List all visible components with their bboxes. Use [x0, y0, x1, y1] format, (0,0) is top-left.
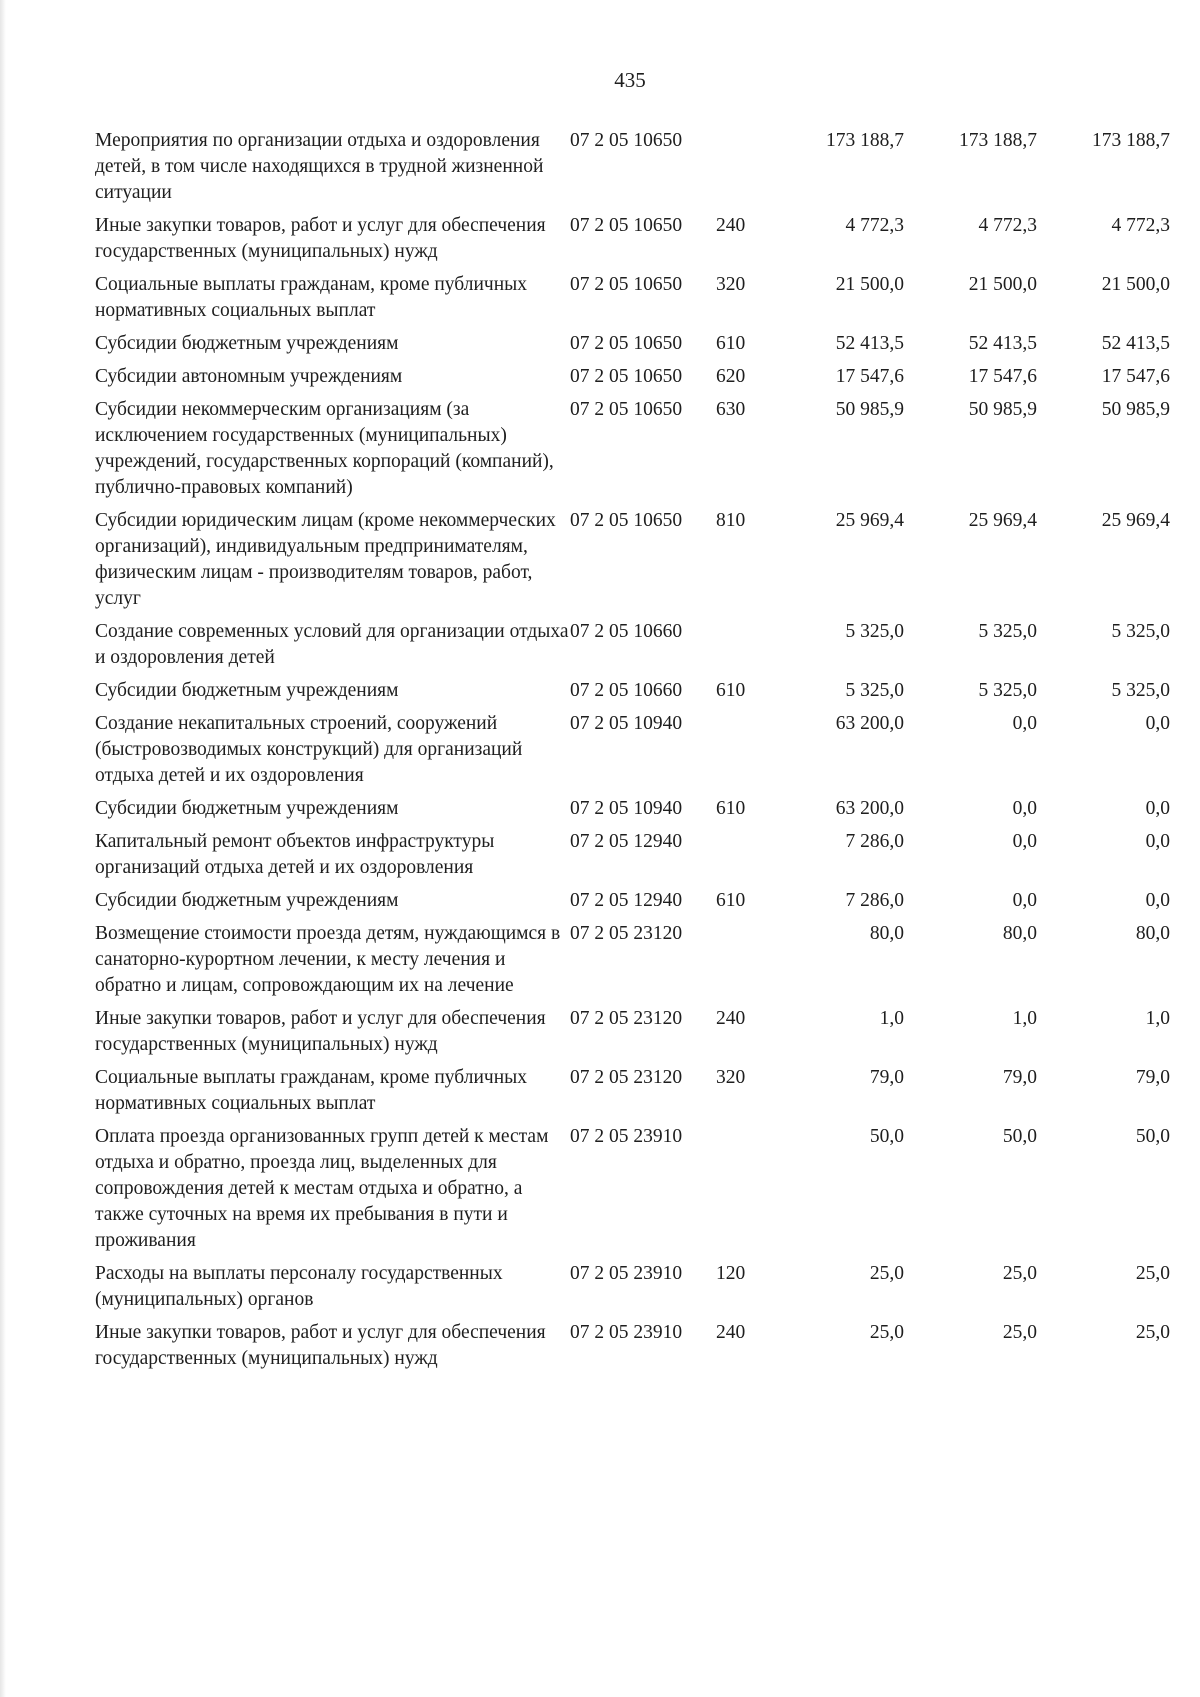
- amount-year-3: 173 188,7: [1092, 130, 1170, 151]
- amount-year-3: 25,0: [1135, 1263, 1170, 1284]
- table-row: [95, 508, 1170, 619]
- amount-year-3: 0,0: [1145, 831, 1170, 852]
- table-row: [95, 921, 1170, 1006]
- amount-year-1: 80,0: [869, 923, 904, 944]
- expense-type-code: [716, 619, 766, 678]
- expense-type-code: [716, 1124, 766, 1261]
- target-article-code: 07 2 05 10650: [570, 274, 683, 295]
- amount-year-1: 63 200,0: [835, 713, 904, 734]
- amount-year-1: 79,0: [869, 1067, 904, 1088]
- amount-year-1: 25 969,4: [835, 510, 904, 531]
- target-article-code: 07 2 05 10650: [570, 215, 683, 236]
- amount-year-2: 0,0: [1012, 713, 1037, 734]
- table-row: [95, 678, 1170, 711]
- amount-year-3: 21 500,0: [1101, 274, 1170, 295]
- amount-year-1: 1,0: [879, 1008, 904, 1029]
- amount-year-1: 50,0: [869, 1126, 904, 1147]
- amount-year-1: 63 200,0: [835, 798, 904, 819]
- target-article-code: 07 2 05 23120: [570, 1008, 683, 1029]
- target-article-code: 07 2 05 10650: [570, 366, 683, 387]
- budget-table-body: [95, 128, 1170, 1379]
- target-article-code: 07 2 05 12940: [570, 831, 683, 852]
- expense-type-code: [716, 829, 766, 888]
- amount-year-3: 0,0: [1145, 890, 1170, 911]
- expense-type-code: 320: [716, 274, 746, 295]
- target-article-code: 07 2 05 10660: [570, 621, 683, 642]
- table-row: [95, 1261, 1170, 1320]
- amount-year-2: 0,0: [1012, 890, 1037, 911]
- item-name: Субсидии бюджетным учреждениям: [95, 890, 399, 911]
- amount-year-3: 5 325,0: [1111, 621, 1170, 642]
- table-row: [95, 829, 1170, 888]
- target-article-code: 07 2 05 10660: [570, 680, 683, 701]
- amount-year-2: 50 985,9: [968, 399, 1037, 420]
- amount-year-2: 52 413,5: [968, 333, 1037, 354]
- target-article-code: 07 2 05 23120: [570, 923, 683, 944]
- expense-type-code: 630: [716, 399, 746, 420]
- table-row: [95, 619, 1170, 678]
- amount-year-1: 7 286,0: [845, 890, 904, 911]
- amount-year-3: 0,0: [1145, 713, 1170, 734]
- item-name: Субсидии юридическим лицам (кроме некоммерческих организаций), индивидуальным предпринимателям, физическим лицам - производителям товаров, работ, услуг: [95, 510, 556, 609]
- expense-type-code: 240: [716, 1322, 746, 1343]
- table-row: [95, 1124, 1170, 1261]
- amount-year-2: 79,0: [1002, 1067, 1037, 1088]
- page-number: 435: [614, 68, 646, 92]
- amount-year-1: 17 547,6: [835, 366, 904, 387]
- amount-year-1: 173 188,7: [826, 130, 904, 151]
- amount-year-1: 5 325,0: [845, 680, 904, 701]
- amount-year-2: 1,0: [1012, 1008, 1037, 1029]
- table-row: [95, 128, 1170, 213]
- target-article-code: 07 2 05 23910: [570, 1322, 683, 1343]
- expense-type-code: 240: [716, 1008, 746, 1029]
- item-name: Иные закупки товаров, работ и услуг для обеспечения государственных (муниципальных) нужд: [95, 215, 546, 262]
- target-article-code: 07 2 05 10940: [570, 798, 683, 819]
- item-name: Оплата проезда организованных групп детей к местам отдыха и обратно, проезда лиц, выделенных для сопровождения детей к местам отдыха и обратно, а также суточных на время их пребывания в пути и проживания: [95, 1126, 549, 1251]
- item-name: Мероприятия по организации отдыха и оздоровления детей, в том числе находящихся в трудной жизненной ситуации: [95, 130, 544, 203]
- target-article-code: 07 2 05 10650: [570, 333, 683, 354]
- amount-year-1: 25,0: [869, 1322, 904, 1343]
- target-article-code: 07 2 05 12940: [570, 890, 683, 911]
- expense-type-code: 240: [716, 215, 746, 236]
- table-row: [95, 331, 1170, 364]
- expense-type-code: [716, 711, 766, 796]
- expense-type-code: [716, 921, 766, 1006]
- amount-year-3: 50,0: [1135, 1126, 1170, 1147]
- expense-type-code: 610: [716, 333, 746, 354]
- amount-year-3: 5 325,0: [1111, 680, 1170, 701]
- scan-edge-shadow: [0, 0, 6, 1697]
- amount-year-1: 4 772,3: [845, 215, 904, 236]
- amount-year-1: 5 325,0: [845, 621, 904, 642]
- table-row: [95, 1006, 1170, 1065]
- item-name: Иные закупки товаров, работ и услуг для обеспечения государственных (муниципальных) нужд: [95, 1322, 546, 1369]
- table-row: [95, 213, 1170, 272]
- expense-type-code: 610: [716, 798, 746, 819]
- item-name: Социальные выплаты гражданам, кроме публичных нормативных социальных выплат: [95, 274, 527, 321]
- item-name: Иные закупки товаров, работ и услуг для обеспечения государственных (муниципальных) нужд: [95, 1008, 546, 1055]
- amount-year-1: 7 286,0: [845, 831, 904, 852]
- table-row: [95, 888, 1170, 921]
- amount-year-1: 50 985,9: [835, 399, 904, 420]
- item-name: Субсидии автономным учреждениям: [95, 366, 403, 387]
- amount-year-3: 52 413,5: [1101, 333, 1170, 354]
- target-article-code: 07 2 05 10650: [570, 130, 683, 151]
- item-name: Возмещение стоимости проезда детям, нуждающимся в санаторно-курортном лечении, к месту лечения и обратно и лицам, сопровождающим их на лечение: [95, 923, 561, 996]
- target-article-code: 07 2 05 10650: [570, 510, 683, 531]
- amount-year-3: 4 772,3: [1111, 215, 1170, 236]
- table-row: [95, 397, 1170, 508]
- amount-year-3: 79,0: [1135, 1067, 1170, 1088]
- table-row: [95, 272, 1170, 331]
- amount-year-2: 0,0: [1012, 831, 1037, 852]
- amount-year-1: 25,0: [869, 1263, 904, 1284]
- amount-year-2: 5 325,0: [978, 621, 1037, 642]
- expense-type-code: 610: [716, 890, 746, 911]
- item-name: Субсидии бюджетным учреждениям: [95, 333, 399, 354]
- amount-year-2: 25,0: [1002, 1322, 1037, 1343]
- item-name: Субсидии бюджетным учреждениям: [95, 680, 399, 701]
- table-row: [95, 364, 1170, 397]
- expense-type-code: 320: [716, 1067, 746, 1088]
- amount-year-2: 0,0: [1012, 798, 1037, 819]
- item-name: Субсидии некоммерческим организациям (за исключением государственных (муниципальных) учреждений, государственных корпораций (компаний), публично-правовых компаний): [95, 399, 554, 498]
- expense-type-code: 610: [716, 680, 746, 701]
- table-row: [95, 796, 1170, 829]
- expense-type-code: [716, 128, 766, 213]
- amount-year-2: 21 500,0: [968, 274, 1037, 295]
- amount-year-2: 5 325,0: [978, 680, 1037, 701]
- amount-year-2: 50,0: [1002, 1126, 1037, 1147]
- amount-year-2: 4 772,3: [978, 215, 1037, 236]
- amount-year-2: 17 547,6: [968, 366, 1037, 387]
- amount-year-2: 25,0: [1002, 1263, 1037, 1284]
- amount-year-3: 25 969,4: [1101, 510, 1170, 531]
- target-article-code: 07 2 05 23910: [570, 1126, 683, 1147]
- amount-year-3: 1,0: [1145, 1008, 1170, 1029]
- amount-year-3: 25,0: [1135, 1322, 1170, 1343]
- target-article-code: 07 2 05 23120: [570, 1067, 683, 1088]
- target-article-code: 07 2 05 23910: [570, 1263, 683, 1284]
- amount-year-2: 25 969,4: [968, 510, 1037, 531]
- amount-year-3: 50 985,9: [1101, 399, 1170, 420]
- amount-year-1: 21 500,0: [835, 274, 904, 295]
- table-row: [95, 1065, 1170, 1124]
- item-name: Социальные выплаты гражданам, кроме публичных нормативных социальных выплат: [95, 1067, 527, 1114]
- item-name: Создание некапитальных строений, сооружений (быстровозводимых конструкций) для организаций отдыха детей и их оздоровления: [95, 713, 523, 786]
- target-article-code: 07 2 05 10940: [570, 713, 683, 734]
- amount-year-3: 0,0: [1145, 798, 1170, 819]
- item-name: Расходы на выплаты персоналу государственных (муниципальных) органов: [95, 1263, 503, 1310]
- amount-year-2: 173 188,7: [959, 130, 1037, 151]
- amount-year-2: 80,0: [1002, 923, 1037, 944]
- expense-type-code: 810: [716, 510, 746, 531]
- item-name: Субсидии бюджетным учреждениям: [95, 798, 399, 819]
- item-name: Создание современных условий для организации отдыха и оздоровления детей: [95, 621, 569, 668]
- expense-type-code: 120: [716, 1263, 746, 1284]
- item-name: Капитальный ремонт объектов инфраструктуры организаций отдыха детей и их оздоровления: [95, 831, 495, 878]
- target-article-code: 07 2 05 10650: [570, 399, 683, 420]
- amount-year-3: 80,0: [1135, 923, 1170, 944]
- expense-type-code: 620: [716, 366, 746, 387]
- amount-year-1: 52 413,5: [835, 333, 904, 354]
- table-row: [95, 711, 1170, 796]
- table-row: [95, 1320, 1170, 1379]
- budget-table: [95, 128, 1170, 1379]
- amount-year-3: 17 547,6: [1101, 366, 1170, 387]
